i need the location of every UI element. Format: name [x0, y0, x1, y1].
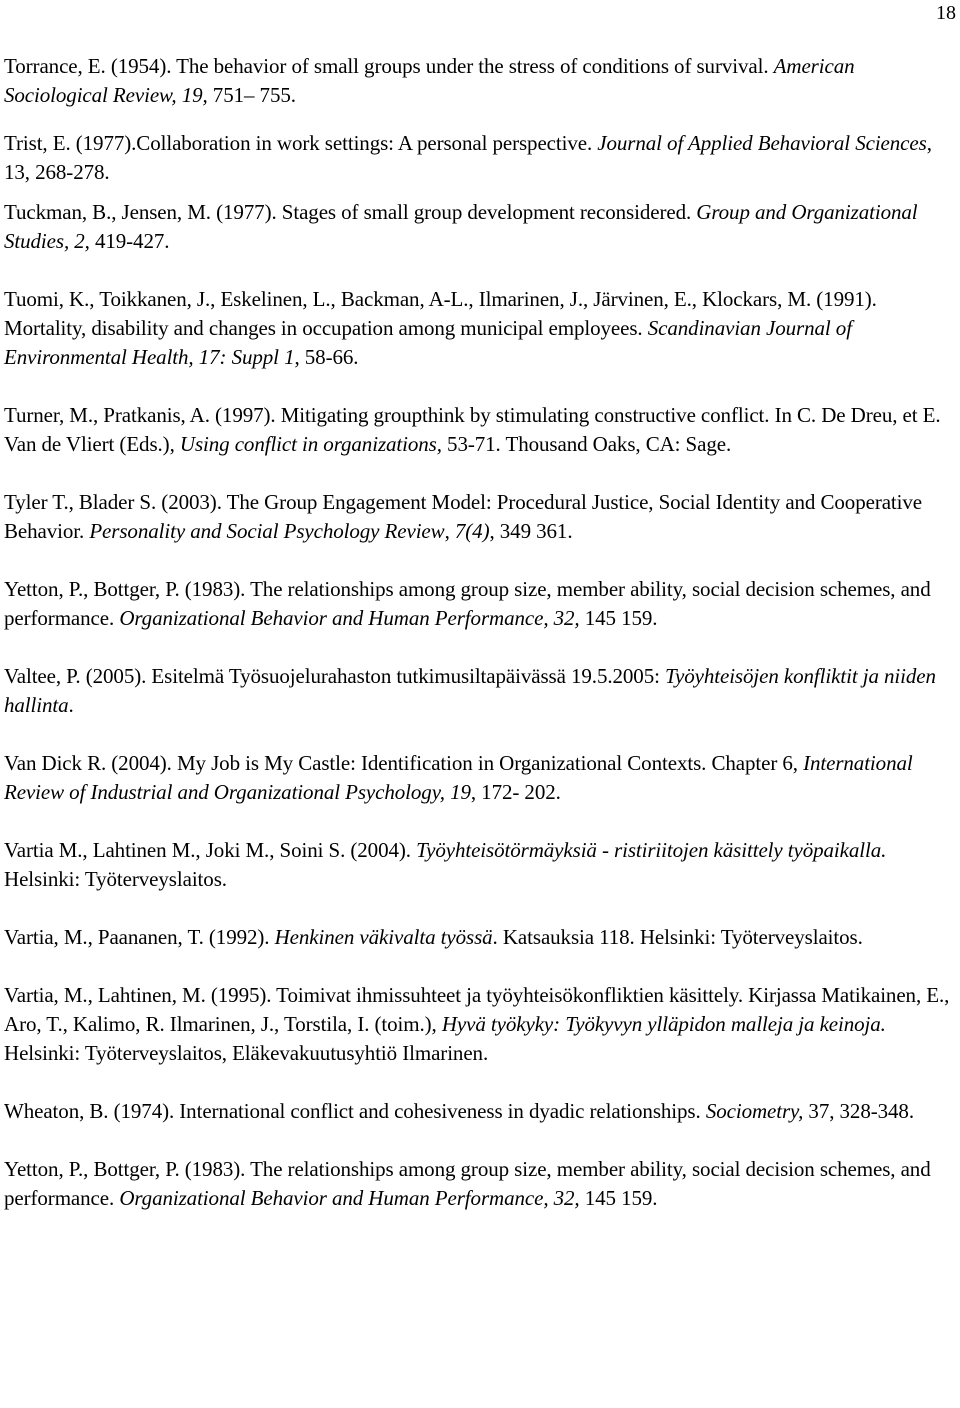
reference-text: Helsinki: Työterveyslaitos. — [4, 867, 227, 891]
reference-entry — [4, 198, 960, 256]
reference-title-italic: Työyhteisötörmäyksiä - ristiriitojen käsittely työpaikalla. — [416, 838, 887, 862]
reference-text: 145 159. — [579, 606, 658, 630]
reference-text: , 172- 202. — [470, 780, 561, 804]
reference-entry — [4, 129, 960, 187]
reference-text: Trist, E. (1977).Collaboration in work settings: A personal perspective. — [4, 131, 598, 155]
reference-entry — [4, 836, 960, 894]
reference-title-italic: Group and Organizational Studies, 2, — [4, 200, 918, 253]
reference-text: Vartia, M., Paananen, T. (1992). — [4, 925, 275, 949]
reference-text: Vartia, M., Lahtinen, M. (1995). Toimivat ihmissuhteet ja työyhteisökonfliktien käsittely. Kirjassa Matikainen, E., Aro, T., Kalimo, R. Ilmarinen, J., Torstila, I. (toim.), — [4, 983, 950, 1036]
reference-title-italic: Sociometry, — [705, 1099, 804, 1123]
reference-title-italic: Using conflict in organizations, — [179, 432, 442, 456]
reference-text: 751– 755. — [207, 83, 296, 107]
reference-text: Tuomi, K., Toikkanen, J., Eskelinen, L., Backman, A-L., Ilmarinen, J., Järvinen, E., Klockars, M. (1991). Mortality, disability and changes in occupation among municipal employees. — [4, 287, 877, 340]
reference-title-italic: Työyhteisöjen konfliktit ja niiden hallinta — [4, 664, 936, 717]
reference-title-italic: Personality and Social Psychology Review — [89, 519, 445, 543]
reference-title-italic: Hyvä työkyky: Työkyvyn ylläpidon malleja ja keinoja. — [441, 1012, 886, 1036]
reference-text: , — [444, 519, 455, 543]
reference-entry — [4, 1155, 960, 1213]
reference-text: 53-71. Thousand Oaks, CA: Sage. — [441, 432, 732, 456]
reference-entry — [4, 1097, 960, 1126]
reference-text: Torrance, E. (1954). The behavior of small groups under the stress of conditions of survival. — [4, 54, 774, 78]
reference-entry — [4, 488, 960, 546]
reference-text: . — [68, 693, 74, 717]
reference-text: , 58-66. — [294, 345, 359, 369]
reference-title-italic: Organizational Behavior and Human Performance, 32, — [119, 1186, 580, 1210]
reference-text: 37, 328-348. — [803, 1099, 914, 1123]
reference-text: , 349 361. — [489, 519, 573, 543]
reference-text: 419-427. — [89, 229, 170, 253]
reference-title-italic: 7(4) — [454, 519, 490, 543]
reference-title-italic: Organizational Behavior and Human Performance, 32, — [119, 606, 580, 630]
reference-text: Yetton, P., Bottger, P. (1983). The relationships among group size, member ability, social decision schemes, and performance. — [4, 1157, 931, 1210]
reference-entry — [4, 52, 960, 110]
reference-entry — [4, 575, 960, 633]
reference-text: , 13, 268-278. — [4, 131, 932, 184]
reference-title-italic: International Review of Industrial and Organizational Psychology, 19 — [4, 751, 913, 804]
reference-entry — [4, 662, 960, 720]
reference-text: Yetton, P., Bottger, P. (1983). The relationships among group size, member ability, social decision schemes, and performance. — [4, 577, 931, 630]
reference-title-italic: American Sociological Review, 19, — [4, 54, 855, 107]
reference-entry — [4, 981, 960, 1068]
reference-entry — [4, 285, 960, 372]
reference-text: Van Dick R. (2004). My Job is My Castle: Identification in Organizational Contexts. Chapter 6, — [4, 751, 804, 775]
reference-text: . Katsauksia 118. Helsinki: Työterveyslaitos. — [492, 925, 863, 949]
reference-text: Vartia M., Lahtinen M., Joki M., Soini S. (2004). — [4, 838, 417, 862]
page-number: 18 — [936, 2, 956, 24]
reference-text: Wheaton, B. (1974). International conflict and cohesiveness in dyadic relationships. — [4, 1099, 706, 1123]
reference-text: Valtee, P. (2005). Esitelmä Työsuojelurahaston tutkimusiltapäivässä 19.5.2005: — [4, 664, 665, 688]
reference-text: Tuckman, B., Jensen, M. (1977). Stages of small group development reconsidered. — [4, 200, 697, 224]
reference-title-italic: Journal of Applied Behavioral Sciences — [597, 131, 927, 155]
reference-entry — [4, 401, 960, 459]
reference-text: Tyler T., Blader S. (2003). The Group Engagement Model: Procedural Justice, Social Identity and Cooperative Behavior. — [4, 490, 923, 543]
reference-entry — [4, 923, 960, 952]
reference-title-italic: Henkinen väkivalta työssä — [274, 925, 493, 949]
reference-title-italic: Scandinavian Journal of Environmental Health, 17: Suppl 1 — [4, 316, 852, 369]
reference-list — [4, 52, 960, 1242]
reference-text: Helsinki: Työterveyslaitos, Eläkevakuutusyhtiö Ilmarinen. — [4, 1041, 489, 1065]
reference-entry — [4, 749, 960, 807]
reference-text: Turner, M., Pratkanis, A. (1997). Mitigating groupthink by stimulating constructive conflict. In C. De Dreu, et E. Van de Vliert (Eds.), — [4, 403, 941, 456]
reference-text: 145 159. — [579, 1186, 658, 1210]
